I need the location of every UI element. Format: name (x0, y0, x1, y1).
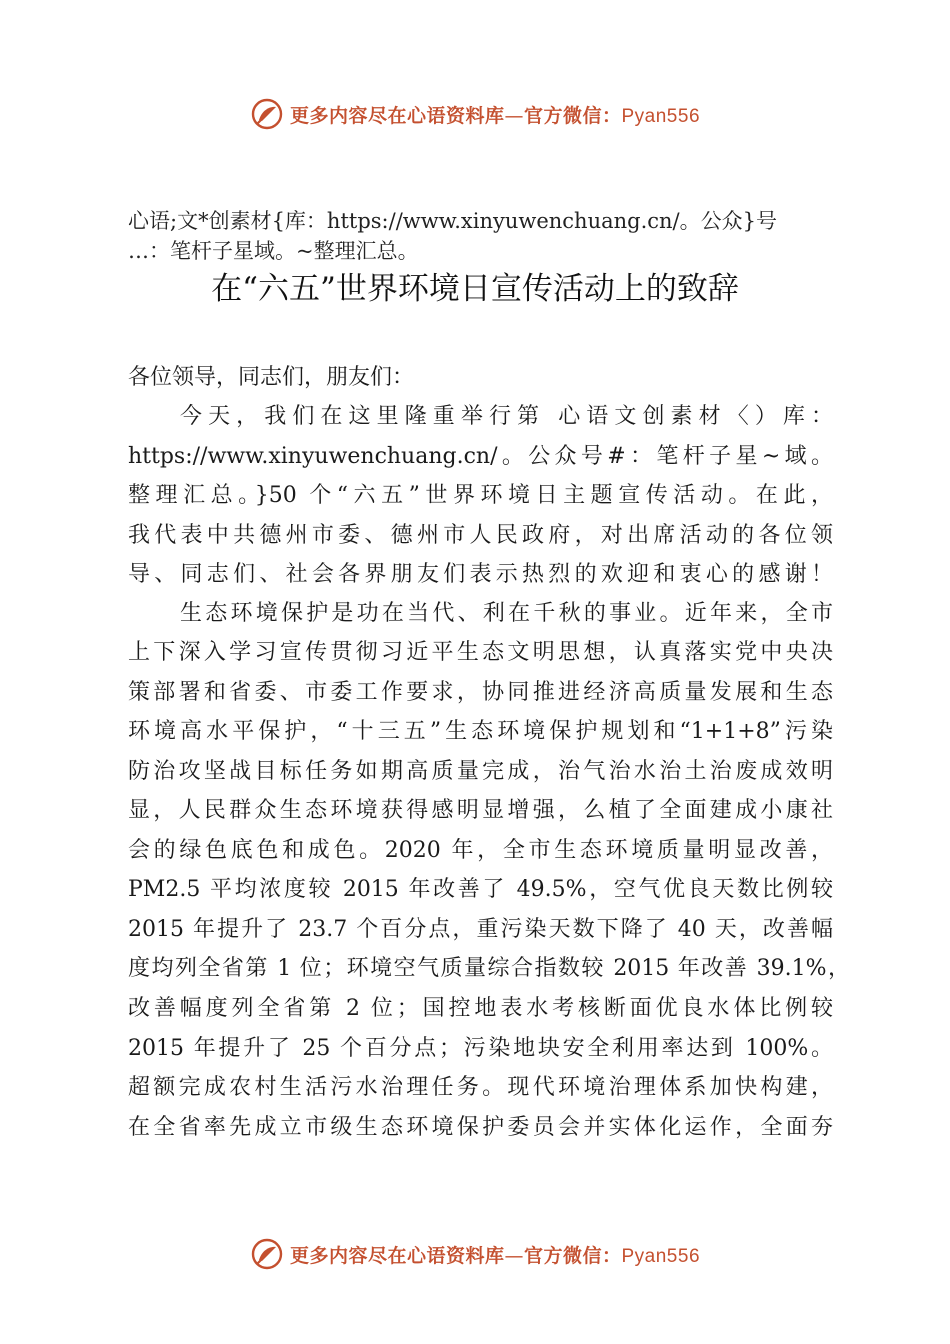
salutation-line: 各位领导，同志们，朋友们： (128, 365, 415, 390)
banner-wechat-id: Pyan556 (621, 1245, 701, 1267)
banner-separator: — (504, 1244, 524, 1267)
brand-logo-icon (250, 1237, 284, 1271)
body-line-14: 2015 年提升了 23.7 个百分点，重污染天数下降了 40 天，改善幅 (128, 917, 833, 942)
body-line-15: 度均列全省第 1 位；环境空气质量综合指数较 2015 年改善 39.1%， (128, 956, 850, 981)
body-line-12: 会的绿色底色和成色。2020 年，全市生态环境质量明显改善， (128, 838, 833, 863)
source-line-1: 心语;文*创素材{库：https://www.xinyuwenchuang.cn/。公众}号 (128, 209, 777, 233)
banner-library-text: 更多内容尽在心语资料库 (289, 1244, 505, 1267)
header-banner (0, 94, 950, 134)
body-line-18: 超额完成农村生活污水治理任务。现代环境治理体系加快构建， (128, 1075, 833, 1100)
body-line-5: 导、同志们、社会各界朋友们表示热烈的欢迎和衷心的感谢！ (128, 562, 833, 587)
body-line-19: 在全省率先成立市级生态环境保护委员会并实体化运作，全面夯 (128, 1115, 833, 1140)
body-line-6: 生态环境保护是功在当代、利在千秋的事业。近年来，全市 (180, 601, 833, 626)
body-line-2: https://www.xinyuwenchuang.cn/。公众号#：笔杆子星~域。 (128, 444, 833, 469)
body-line-7: 上下深入学习宣传贯彻习近平生态文明思想，认真落实党中央决 (128, 640, 833, 665)
banner-wechat-label: 官方微信： (523, 104, 622, 127)
body-line-16: 改善幅度列全省第 2 位；国控地表水考核断面优良水体比例较 (128, 996, 833, 1021)
body-line-9: 环境高水平保护，“十三五”生态环境保护规划和“1+1+8”污染 (128, 719, 833, 744)
banner-separator: — (504, 104, 524, 127)
footer-banner (0, 1234, 950, 1274)
body-line-10: 防治攻坚战目标任务如期高质量完成，治气治水治土治废成效明 (128, 759, 833, 784)
body-line-17: 2015 年提升了 25 个百分点；污染地块安全利用率达到 100%。 (128, 1036, 833, 1061)
body-line-13: PM2.5 平均浓度较 2015 年改善了 49.5%，空气优良天数比例较 (128, 877, 833, 902)
brand-logo-icon (250, 97, 284, 131)
banner-text (290, 101, 700, 128)
body-line-11: 显，人民群众生态环境获得感明显增强，么植了全面建成小康社 (128, 798, 833, 823)
body-line-4: 我代表中共德州市委、德州市人民政府，对出席活动的各位领 (128, 523, 833, 548)
body-line-8: 策部署和省委、市委工作要求，协同推进经济高质量发展和生态 (128, 680, 833, 705)
source-line-2: …：笔杆子星域。~整理汇总。 (128, 239, 419, 263)
banner-library-text: 更多内容尽在心语资料库 (289, 104, 505, 127)
banner-text (290, 1241, 700, 1268)
body-line-3: 整理汇总。}50 个“六五”世界环境日主题宣传活动。在此， (128, 483, 833, 508)
banner-wechat-label: 官方微信： (523, 1244, 622, 1267)
body-line-1: 今天，我们在这里隆重举行第 心语文创素材〈）库： (180, 404, 833, 429)
banner-wechat-id: Pyan556 (621, 105, 701, 127)
page-title: 在“六五”世界环境日宣传活动上的致辞 (211, 271, 739, 307)
